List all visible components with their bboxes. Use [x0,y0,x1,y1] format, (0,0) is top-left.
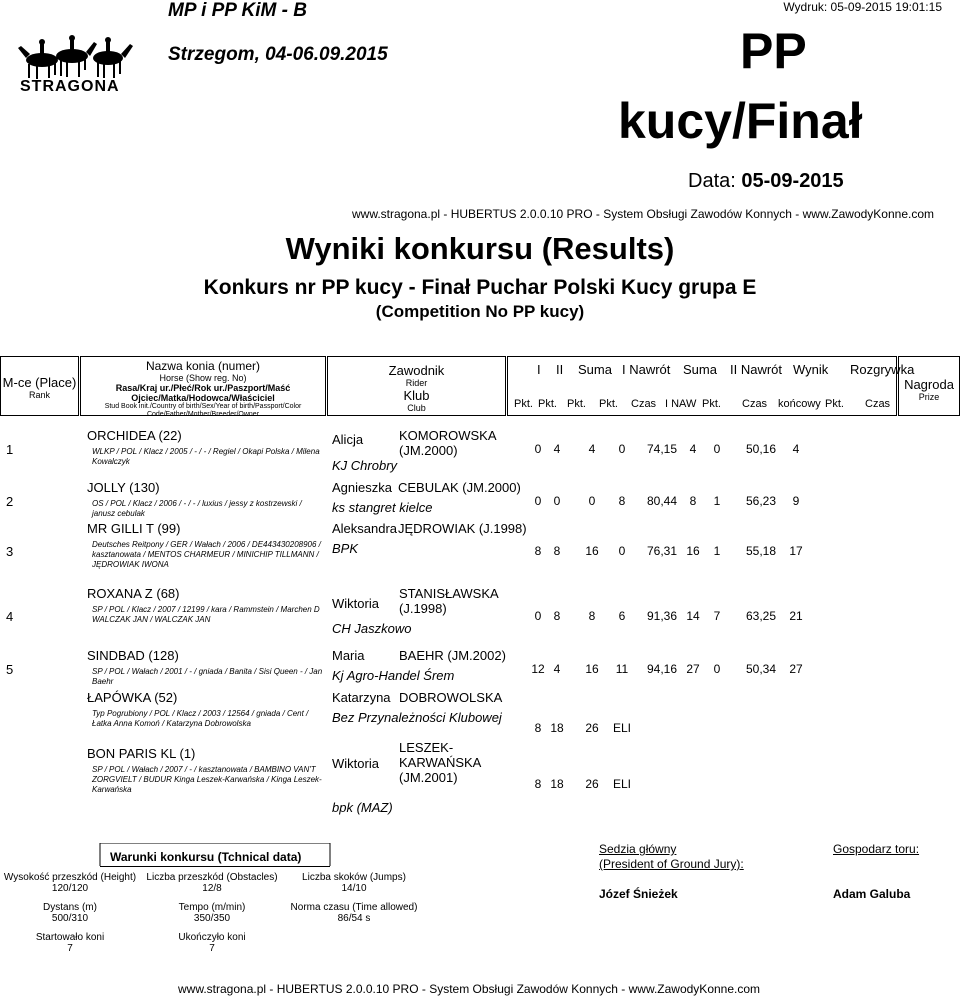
header-club-label: Klub [403,388,430,403]
rank-cell: 1 [6,442,14,457]
distance-value: 500/310 [51,913,89,924]
rider-club: Kj Agro-Handel Śrem [332,668,455,683]
result-cell: 0 [534,609,542,623]
distance-cell [0,902,140,924]
horse-number: (22) [158,428,182,443]
conditions-title: Warunki konkursu (Tchnical data) [110,850,302,864]
header-col-top: Suma [683,362,717,377]
rank-cell: 3 [6,544,14,559]
result-cell: 0 [618,544,626,558]
event-place-date: Strzegom, 04-06.09.2015 [168,44,388,65]
result-cell: 0 [713,662,721,676]
rider-club: BPK [332,541,359,556]
result-cell: 8 [689,494,697,508]
result-cell: 63,25 [745,609,777,623]
finished-label: Ukończyło koni [178,932,246,943]
print-timestamp: Wydruk: 05-09-2015 19:01:15 [783,0,942,14]
result-cell: 1 [713,544,721,558]
result-cell: 4 [553,662,561,676]
competition-subtitle: (Competition No PP kucy) [375,302,585,321]
horse-name [87,428,182,443]
result-cell: 50,34 [745,662,777,676]
header-col-bottom: Pkt. [825,398,844,410]
result-cell: 21 [789,609,803,623]
rider-club: Bez Przynależności Klubowej [332,710,502,725]
header-horse-label: Nazwa konia (numer) [145,359,261,373]
judge-label-pl: Sedzia główny [599,842,677,856]
height-label: Wysokość przeszkód (Height) [3,872,137,883]
rider-first-name: Aleksandra [332,521,398,536]
result-cell: 94,16 [646,662,678,676]
result-cell: 8 [618,494,626,508]
result-cell: 12 [531,662,545,676]
horse-description: Deutsches Reitpony / GER / Wałach / 2006 / DE443430208906 / kasztanowata / MENTOS CHARMEUR / MINICHIP TILLMANN / JĘDROWIAK IWONA [92,540,321,569]
rider-last-name: STANISŁAWSKA (J.1998) [399,586,498,616]
rider-first-name: Katarzyna [332,690,391,705]
time-allowed-value: 86/54 s [337,913,371,924]
judge-label-en: (President of Ground Jury): [599,857,744,871]
rider-club: bpk (MAZ) [332,800,393,815]
result-cell: 76,31 [646,544,678,558]
rider-club: CH Jaszkowo [332,621,412,636]
rider-last-name: KOMOROWSKA (JM.2000) [399,428,496,458]
result-cell: 4 [792,442,800,456]
header-col-top: Suma [578,362,612,377]
height-cell [0,872,140,894]
event-name: MP i PP KiM - B [168,0,307,21]
horse-name-text: SINDBAD [87,648,145,663]
header-col-bottom: Czas [631,398,657,410]
horse-number: (128) [148,648,179,663]
date-label: Data: [688,170,736,192]
result-cell: 8 [534,777,542,791]
height-value: 120/120 [51,883,89,894]
horse-number: (68) [156,586,180,601]
rider-last-name: LESZEK-KARWAŃSKA (JM.2001) [399,740,481,785]
header-horse-info1: Rasa/Kraj ur./Płeć/Rok ur./Paszport/Maść [115,383,291,393]
result-cell: 26 [585,777,599,791]
horse-name [87,648,179,663]
horse-name [87,586,180,601]
site-line: www.stragona.pl - HUBERTUS 2.0.0.10 PRO - System Obsługi Zawodów Konnych - www.ZawodyKonne.com [351,207,934,221]
result-cell: 4 [588,442,596,456]
date-value: 05-09-2015 [741,170,844,192]
started-label: Startowało koni [35,932,105,943]
tempo-label: Tempo (m/min) [178,902,246,913]
rider-last-name: CEBULAK (JM.2000) [398,480,521,495]
big-subtitle: kucy/Finał [618,93,863,149]
finished-cell [142,932,282,954]
rider-club: ks stangret kielce [332,500,433,515]
result-cell: 8 [588,609,596,623]
result-cell: 8 [553,544,561,558]
horse-description: Typ Pogrubiony / POL / Klacz / 2003 / 12564 / gniada / Cent / Łatka Anna Komoń / Katarzyna Dobrowolska [92,709,309,728]
header-col-bottom: Pkt. [599,398,618,410]
horse-description: SP / POL / Wałach / 2007 / - / kasztanowata / BAMBINO VAN'T ZORGVIELT / BUDUR Kinga Leszek-Karwańska / Kinga Leszek-Karwańska [92,765,322,794]
horse-name-text: BON PARIS KL [87,746,176,761]
started-value: 7 [67,943,73,954]
header-horse-info-en1: Stud Book init./Country of birth/Sex/Year of birth/Passport/Color [104,403,302,410]
rider-first-name: Wiktoria [332,596,379,611]
result-cell: 27 [686,662,700,676]
result-cell: 1 [713,494,721,508]
conditions-divider [100,866,330,867]
header-place-en: Rank [28,390,50,400]
header-col-bottom: Czas [865,398,891,410]
result-cell: 6 [618,609,626,623]
result-cell: 9 [792,494,800,508]
header-col-bottom: Pkt. [538,398,557,410]
result-cell: 4 [553,442,561,456]
tempo-value: 350/350 [193,913,231,924]
header-prize-label: Nagroda [904,377,954,392]
horse-description: SP / POL / Klacz / 2007 / 12199 / kara / Rammstein / Marchen D WALCZAK JAN / WALCZAK JAN [92,605,320,624]
header-horse-info2: Ojciec/Matka/Hodowca/Właściciel [131,393,275,403]
rider-first-name: Agnieszka [332,480,392,495]
host-label: Gospodarz toru: [833,842,920,856]
header-col-top: Wynik [793,362,829,377]
date-line [688,170,844,193]
horse-description: WLKP / POL / Klacz / 2005 / - / - / Regiel / Okapi Polska / Milena Kowalczyk [92,447,320,466]
horse-name [87,746,195,761]
result-cell: 8 [534,721,542,735]
started-cell [0,932,140,954]
header-col-bottom: Pkt. [567,398,586,410]
result-cell: 0 [588,494,596,508]
obstacles-value: 12/8 [202,883,222,894]
rider-first-name: Wiktoria [332,756,379,771]
header-place [0,356,79,416]
judge-name: Józef Śnieżek [599,887,678,901]
footer-line: www.stragona.pl - HUBERTUS 2.0.0.10 PRO - System Obsługi Zawodów Konnych - www.ZawodyKonne.com [178,982,761,996]
result-cell: 8 [553,609,561,623]
distance-label: Dystans (m) [43,902,97,913]
result-cell: 91,36 [646,609,678,623]
header-col-bottom: Pkt. [514,398,533,410]
header-col-top: II Nawrót [730,362,783,377]
big-title: PP [740,23,807,79]
rider-last-name: DOBROWOLSKA [399,690,503,705]
horse-name-text: ROXANA Z [87,586,153,601]
header-horse [80,356,326,416]
rider-first-name: Maria [332,648,365,663]
header-col-bottom: Czas [742,398,768,410]
result-cell: 16 [686,544,700,558]
horse-number: (1) [179,746,196,761]
jumps-cell [284,872,424,894]
result-cell: ELI [612,777,631,791]
header-horse-en: Horse (Show reg. No) [159,373,247,383]
header-col-top: I Nawrót [622,362,671,377]
rider-last-name: JĘDROWIAK (J.1998) [398,521,527,536]
header-rider [327,356,506,416]
header-rider-label: Zawodnik [388,363,445,378]
rank-cell: 4 [6,609,14,624]
result-cell: 80,44 [646,494,678,508]
jumps-label: Liczba skoków (Jumps) [302,872,406,883]
horse-number: (130) [129,480,160,495]
header-prize-en: Prize [918,392,940,402]
horse-name-text: JOLLY [87,480,126,495]
result-cell: 26 [585,721,599,735]
time-allowed-cell [284,902,424,924]
result-cell: 16 [585,662,599,676]
rider-first-name: Alicja [332,432,364,447]
result-cell: 0 [618,442,626,456]
header-col-top: Rozgrywka [850,362,915,377]
logo-text: STRAGONA [20,78,120,95]
obstacles-label: Liczba przeszkód (Obstacles) [146,872,278,883]
header-col-top: II [556,362,564,377]
result-cell: 18 [550,777,564,791]
result-cell: 18 [550,721,564,735]
result-cell: 56,23 [745,494,777,508]
horse-description: SP / POL / Wałach / 2001 / - / gniada / Banita / Sisi Queen - / Jan Baehr [92,667,323,686]
host-name: Adam Galuba [833,887,911,901]
judge-label [599,842,744,872]
result-cell: 50,16 [745,442,777,456]
rider-club: KJ Chrobry [332,458,398,473]
finished-value: 7 [209,943,215,954]
result-cell: 0 [534,442,542,456]
horse-name [87,521,180,536]
result-cell: 74,15 [646,442,678,456]
result-cell: 16 [585,544,599,558]
result-cell: ELI [612,721,631,735]
header-col-bottom: końcowy [778,398,821,410]
jumps-value: 14/10 [341,883,367,894]
header-col-bottom: Pkt. [702,398,721,410]
result-cell: 27 [789,662,803,676]
horse-name-text: MR GILLI T [87,521,154,536]
horse-name [87,690,177,705]
result-cell: 14 [686,609,700,623]
result-cell: 4 [689,442,697,456]
rider-last-name: BAEHR (JM.2002) [399,648,506,663]
time-allowed-label: Norma czasu (Time allowed) [290,902,418,913]
result-cell: 55,18 [745,544,777,558]
tempo-cell [142,902,282,924]
result-cell: 8 [534,544,542,558]
result-cell: 0 [534,494,542,508]
horse-name [87,480,160,495]
result-cell: 7 [713,609,721,623]
horse-number: (99) [157,521,181,536]
result-cell: 11 [615,662,629,676]
header-club-en: Club [407,403,426,413]
horse-number: (52) [154,690,178,705]
competition-title: Konkurs nr PP kucy - Finał Puchar Polski Kucy grupa E [203,276,757,299]
header-place-label: M-ce (Place) [2,375,77,390]
header-horse-info-en2: Code/Father/Mother/Breeder/Owner [146,411,260,418]
horse-name-text: ORCHIDEA [87,428,155,443]
rank-cell: 2 [6,494,14,509]
rank-cell: 5 [6,662,14,677]
results-title: Wyniki konkursu (Results) [285,231,675,266]
header-col-top: I [537,362,541,377]
horse-description: OS / POL / Klacz / 2006 / - / - / luxius / jessy z kostrzewski / janusz cebulak [92,499,302,518]
result-cell: 0 [713,442,721,456]
header-rider-en: Rider [405,378,428,388]
header-col-bottom: I NAW [665,398,697,410]
result-cell: 0 [553,494,561,508]
result-cell: 17 [789,544,803,558]
horse-name-text: ŁAPÓWKA [87,690,151,705]
obstacles-cell [142,872,282,894]
